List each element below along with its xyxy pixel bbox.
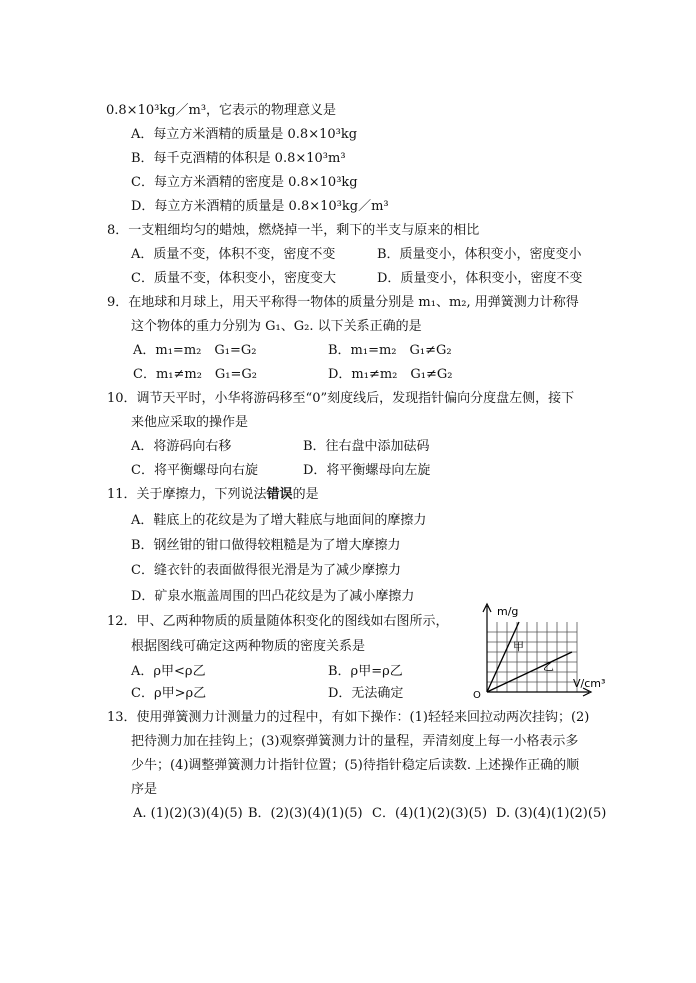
q13-stem-line1: 13．使用弹簧测力计测量力的过程中，有如下操作：(1)轻轻来回拉动两次挂钩；(2) bbox=[107, 710, 590, 725]
q10-option-c: C．将平衡螺母向右旋 bbox=[131, 463, 258, 478]
q13-option-a: A. (1)(2)(3)(4)(5) bbox=[133, 806, 243, 821]
q10-stem-line2: 来他应采取的操作是 bbox=[131, 415, 249, 430]
q8-option-d: D．质量变小，体积变小，密度不变 bbox=[377, 271, 583, 286]
q12-option-c: C．ρ甲>ρ乙 bbox=[131, 686, 207, 701]
q12-stem-line2: 根据图线可确定这两种物质的密度关系是 bbox=[131, 639, 366, 654]
q13-option-c: C．(4)(1)(2)(3)(5) bbox=[372, 806, 488, 821]
q11-option-d: D．矿泉水瓶盖周围的凹凸花纹是为了减小摩擦力 bbox=[131, 589, 415, 604]
q11-stem-post: 的是 bbox=[292, 487, 319, 502]
q7-option-b: B．每千克酒精的体积是 0.8×10³m³ bbox=[131, 151, 346, 166]
q8-stem: 8．一支粗细均匀的蜡烛，燃烧掉一半，剩下的半支与原来的相比 bbox=[107, 223, 480, 238]
q12-option-a: A．ρ甲<ρ乙 bbox=[131, 664, 206, 679]
q8-option-b: B．质量变小，体积变小，密度变小 bbox=[377, 247, 582, 262]
q13-stem-line4: 序是 bbox=[131, 782, 158, 797]
q13-stem-line2: 把待测力加在挂钩上；(3)观察弹簧测力计的量程，弄清刻度上每一小格表示多 bbox=[131, 734, 579, 749]
q9-option-b: B．m₁=m₂ G₁≠G₂ bbox=[328, 343, 452, 358]
label-yi: 乙 bbox=[543, 660, 554, 673]
q12-stem-line1: 12．甲、乙两种物质的质量随体积变化的图线如右图所示， bbox=[107, 614, 449, 629]
q10-option-a: A．将游码向右移 bbox=[131, 439, 232, 454]
q11-stem-emphasis: 错误 bbox=[266, 487, 293, 502]
q11-option-a: A．鞋底上的花纹是为了增大鞋底与地面间的摩擦力 bbox=[131, 513, 427, 528]
q9-option-a: A．m₁=m₂ G₁=G₂ bbox=[133, 343, 257, 358]
q9-option-c: C．m₁≠m₂ G₁=G₂ bbox=[133, 367, 258, 382]
q9-option-d: D．m₁≠m₂ G₁≠G₂ bbox=[328, 367, 453, 382]
q12-option-b: B．ρ甲=ρ乙 bbox=[328, 664, 403, 679]
q8-option-c: C．质量不变，体积变小，密度变大 bbox=[131, 271, 336, 286]
label-jia: 甲 bbox=[513, 640, 524, 653]
q10-option-b: B．往右盘中添加砝码 bbox=[303, 439, 430, 454]
q10-stem-line1: 10．调节天平时，小华将游码移至“0”刻度线后，发现指针偏向分度盘左侧，接下 bbox=[107, 391, 575, 406]
q11-stem bbox=[107, 487, 319, 503]
q11-option-b: B．钢丝钳的钳口做得较粗糙是为了增大摩擦力 bbox=[131, 538, 401, 553]
q7-option-a: A．每立方米酒精的质量是 0.8×10³kg bbox=[131, 127, 358, 142]
q11-stem-pre: 11．关于摩擦力，下列说法 bbox=[107, 487, 267, 502]
q9-stem-line2: 这个物体的重力分别为 G₁、G₂. 以下关系正确的是 bbox=[131, 319, 422, 334]
origin-label: O bbox=[473, 690, 481, 700]
x-axis-label: V/cm³ bbox=[573, 677, 606, 690]
q11-option-c: C．缝衣针的表面做得很光滑是为了减少摩擦力 bbox=[131, 563, 401, 578]
line-jia bbox=[487, 622, 519, 692]
q8-option-a: A．质量不变，体积不变，密度不变 bbox=[131, 247, 336, 262]
q9-stem-line1: 9．在地球和月球上，用天平称得一物体的质量分别是 m₁、m₂, 用弹簧测力计称得 bbox=[107, 295, 579, 310]
q7-option-d: D．每立方米酒精的质量是 0.8×10³kg／m³ bbox=[131, 199, 389, 214]
q12-mass-volume-graph bbox=[467, 600, 627, 700]
q10-option-d: D．将平衡螺母向左旋 bbox=[303, 463, 431, 478]
q7-option-c: C．每立方米酒精的密度是 0.8×10³kg bbox=[131, 175, 358, 190]
q13-stem-line3: 少牛；(4)调整弹簧测力计指针位置；(5)待指针稳定后读数. 上述操作正确的顺 bbox=[131, 758, 580, 773]
q12-option-d: D．无法确定 bbox=[328, 686, 404, 701]
graph-grid bbox=[487, 622, 577, 692]
q13-option-d: D. (3)(4)(1)(2)(5) bbox=[496, 806, 607, 821]
y-axis-label: m/g bbox=[497, 605, 519, 618]
q13-option-b: B．(2)(3)(4)(1)(5) bbox=[248, 806, 363, 821]
q7-stem: 0.8×10³kg／m³，它表示的物理意义是 bbox=[106, 103, 337, 118]
